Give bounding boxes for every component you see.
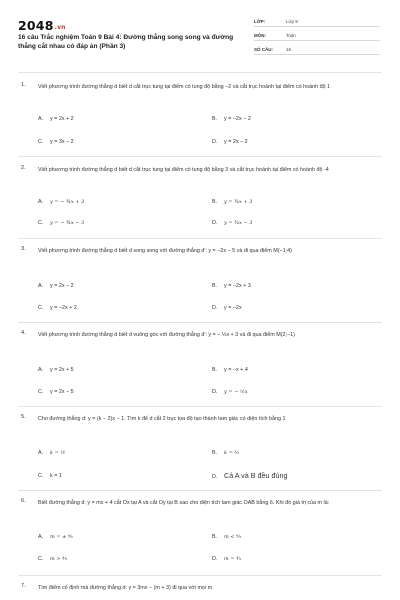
option-text: y = −2x xyxy=(224,305,242,311)
question-number: 6. xyxy=(21,498,26,504)
option-text: y = ¾x − 3 xyxy=(224,220,253,226)
document-title: 16 câu Trắc nghiệm Toán 9 Bài 4: Đường thẳng song song và đường thẳng cắt nhau có đáp án (Phần 3) xyxy=(18,34,234,50)
question-number: 5. xyxy=(21,414,26,420)
meta-row-subject xyxy=(254,30,380,41)
question-divider xyxy=(18,156,382,157)
option-text: m > ⁴⁄₃ xyxy=(50,556,67,562)
option-c[interactable] xyxy=(38,473,62,479)
option-c[interactable] xyxy=(38,139,74,145)
meta-key: LỚP: xyxy=(254,18,266,24)
option-letter: A. xyxy=(38,450,44,456)
question-divider xyxy=(18,238,382,239)
option-letter: B. xyxy=(212,534,218,540)
option-text: m = ⁴⁄₃ xyxy=(224,556,241,562)
meta-row-count xyxy=(254,44,380,55)
option-d[interactable] xyxy=(212,389,248,395)
question-number: 7. xyxy=(21,583,26,589)
header-divider xyxy=(18,72,382,73)
option-a[interactable] xyxy=(38,116,74,122)
option-letter: C. xyxy=(38,220,44,226)
site-logo[interactable] xyxy=(18,18,66,33)
option-letter: D. xyxy=(212,220,218,226)
question-text: Biết đường thẳng d: y = mx + 4 cắt Ox tại A và cắt Oy tại B sao cho diện tích tam giác OAB bằng 6. Khi đó giá trị của m là: xyxy=(38,500,330,506)
option-b[interactable] xyxy=(212,283,251,289)
option-a[interactable] xyxy=(38,199,84,205)
option-text: y = −x + 4 xyxy=(224,367,248,373)
option-letter: C. xyxy=(38,389,44,395)
option-d[interactable] xyxy=(212,556,241,562)
logo-text: 2048 xyxy=(18,18,54,33)
question-text: Cho đường thẳng d: y = (k − 2)x − 1. Tìm k để d cắt 2 trục tọa độ tạo thành tam giác có diện tích bằng 1 xyxy=(38,416,286,422)
option-text: y = 2x − 2 xyxy=(224,139,248,145)
option-text: y = 2x + 5 xyxy=(50,367,74,373)
meta-key: MÔN: xyxy=(254,32,266,38)
option-text: y = −2x − 2 xyxy=(224,116,251,122)
option-d[interactable] xyxy=(212,139,248,145)
option-b[interactable] xyxy=(212,199,252,205)
question-text: Tìm điểm cố định mà đường thẳng d: y = 3mx − (m + 3) đi qua với mọi m. xyxy=(38,585,214,591)
question-divider xyxy=(18,406,382,407)
option-a[interactable] xyxy=(38,283,74,289)
option-d[interactable] xyxy=(212,305,242,311)
option-text: y = 2x + 2 xyxy=(50,116,74,122)
meta-value: 16 xyxy=(286,46,292,52)
option-letter: D. xyxy=(212,556,218,562)
option-text: y = 2x − 5 xyxy=(50,389,74,395)
option-c[interactable] xyxy=(38,389,74,395)
option-text: y = − ¾x − 3 xyxy=(50,220,85,226)
option-text: k = ½ xyxy=(50,450,66,456)
option-a[interactable] xyxy=(38,450,65,456)
option-letter: D. xyxy=(212,474,218,480)
question-text: Viết phương trình đường thẳng d biết d vuông góc với đường thẳng d': y = − ½x + 3 và đi qua điểm M(2;−1) xyxy=(38,332,295,338)
option-a[interactable] xyxy=(38,534,73,540)
question-divider xyxy=(18,490,382,491)
question-text: Viết phương trình đường thẳng d biết d song song với đường thẳng d': y = −2x − 5 và đi qua điểm M(−1;4) xyxy=(38,248,292,254)
option-letter: A. xyxy=(38,283,44,289)
option-b[interactable] xyxy=(212,450,239,456)
meta-value: Lớp 9 xyxy=(286,18,298,24)
option-letter: A. xyxy=(38,367,44,373)
option-letter: A. xyxy=(38,116,44,122)
option-letter: C. xyxy=(38,305,44,311)
option-letter: B. xyxy=(212,367,218,373)
option-letter: D. xyxy=(212,389,218,395)
question-number: 4. xyxy=(21,330,26,336)
question-divider xyxy=(18,322,382,323)
option-letter: B. xyxy=(212,283,218,289)
option-b[interactable] xyxy=(212,534,241,540)
option-b[interactable] xyxy=(212,116,251,122)
option-d[interactable] xyxy=(212,220,252,226)
question-text: Viết phương trình đường thẳng d biết d cắt trục tung tại điểm có tung độ bằng 3 và cắt trục hoành tại điểm có hoành độ -4 xyxy=(38,167,329,173)
option-d[interactable] xyxy=(212,471,288,480)
option-a[interactable] xyxy=(38,367,74,373)
option-text: y = −2x + 2 xyxy=(50,305,77,311)
meta-row-class xyxy=(254,16,380,27)
option-text: y = ¾x + 3 xyxy=(224,199,253,205)
option-text: y = −2x + 3 xyxy=(224,283,251,289)
meta-value: Toán xyxy=(286,32,296,38)
option-letter: B. xyxy=(212,116,218,122)
option-letter: A. xyxy=(38,199,44,205)
question-divider xyxy=(18,575,382,576)
option-text: k = 1 xyxy=(50,473,62,479)
question-number: 2. xyxy=(21,165,26,171)
option-letter: C. xyxy=(38,139,44,145)
question-number: 1. xyxy=(21,82,26,88)
question-text: Viết phương trình đường thẳng d biết d cắt trục tung tại điểm có tung độ bằng −2 và cắt trục hoành tại điểm có hoành độ 1 xyxy=(38,84,331,90)
option-letter: B. xyxy=(212,450,218,456)
option-letter: C. xyxy=(38,556,44,562)
meta-key: SỐ CÂU: xyxy=(254,46,273,52)
option-b[interactable] xyxy=(212,367,248,373)
option-text: Cả A và B đều đúng xyxy=(224,471,288,480)
option-text: y = − ¾x + 3 xyxy=(50,199,85,205)
option-text: m = ± ⁴⁄₃ xyxy=(50,534,73,540)
option-text: y = 3x − 2 xyxy=(50,139,74,145)
logo-suffix: .vn xyxy=(54,24,66,31)
option-c[interactable] xyxy=(38,305,77,311)
option-c[interactable] xyxy=(38,556,67,562)
option-letter: A. xyxy=(38,534,44,540)
option-letter: D. xyxy=(212,305,218,311)
option-text: y = 2x − 2 xyxy=(50,283,74,289)
question-number: 3. xyxy=(21,246,26,252)
option-letter: B. xyxy=(212,199,218,205)
option-text: k = ³⁄₂ xyxy=(224,450,240,456)
option-text: y = − ½x xyxy=(224,389,248,395)
option-letter: D. xyxy=(212,139,218,145)
meta-info-box xyxy=(254,16,380,58)
option-c[interactable] xyxy=(38,220,84,226)
option-letter: C. xyxy=(38,473,44,479)
option-text: m < ⁴⁄₃ xyxy=(224,534,241,540)
